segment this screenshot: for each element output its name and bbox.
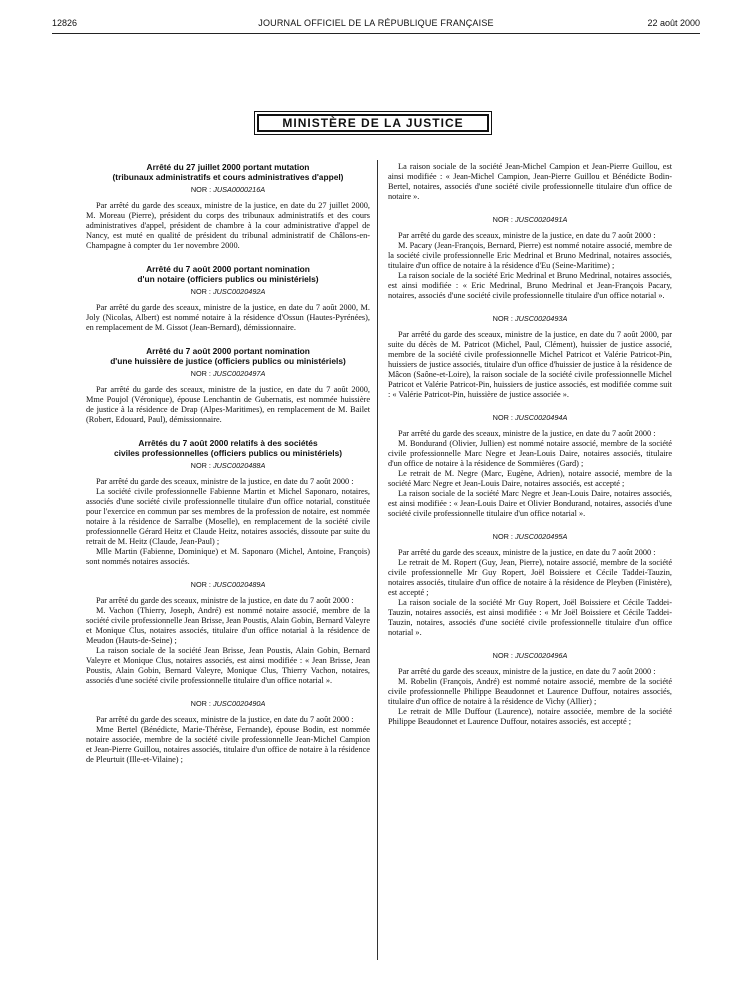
paragraph: Le retrait de Mlle Duffour (Laurence), notaire associée, membre de la société Philippe Beaudonnet et Laurence Duffour, notaires associés, est accepté ; bbox=[388, 707, 672, 726]
nor-reference: NOR : JUSA0000216A bbox=[190, 185, 266, 194]
column-divider bbox=[377, 160, 378, 960]
ministry-heading-box bbox=[254, 111, 492, 135]
entry-jusc0020494a bbox=[388, 413, 672, 519]
paragraph: M. Pacary (Jean-François, Bernard, Pierre) est nommé notaire associé, membre de la société civile professionnelle Eric Medrinal et Bruno Medrinal, notaires associés, titulaire d'un office de notaire à la résidence d'Eu (Seine-Maritime) ; bbox=[388, 241, 672, 270]
entry-jusc0020489a bbox=[86, 580, 370, 686]
paragraph: La raison sociale de la société Jean-Michel Campion et Jean-Pierre Guillou, est ainsi modifiée : « Jean-Michel Campion, Jean-Pierre Guillou et Bénédicte Bodin-Bertel, notaires, associés d'une société civile professionnelle titulaire d'un office de notaire ». bbox=[388, 162, 672, 201]
paragraph: Par arrêté du garde des sceaux, ministre de la justice, en date du 7 août 2000 : bbox=[398, 231, 656, 240]
section-societes-civiles bbox=[86, 438, 370, 567]
entry-continuation bbox=[388, 162, 672, 202]
issue-date: 22 août 2000 bbox=[647, 18, 700, 28]
nor-reference: NOR : JUSC0020495A bbox=[492, 532, 568, 541]
paragraph: La raison sociale de la société Jean Brisse, Jean Poustis, Alain Gobin, Bernard Valeyre et Monique Clus, notaires associés, est ainsi modifiée : « Jean Brisse, Jean Poustis, Alain Gobin, Bernard Valeyre, Monique Clus, Thierry Vachon, notaires, associés d'une société civile professionnelle titulaire d'un office notarial ». bbox=[86, 646, 370, 685]
entry-jusc0020491a bbox=[388, 215, 672, 301]
nor-reference: NOR : JUSC0020492A bbox=[190, 287, 266, 296]
section-nomination-notaire bbox=[86, 264, 370, 333]
paragraph: Par arrêté du garde des sceaux, ministre de la justice, en date du 7 août 2000 : bbox=[96, 477, 354, 486]
page-number: 12826 bbox=[52, 18, 78, 28]
paragraph: Par arrêté du garde des sceaux, ministre de la justice, en date du 7 août 2000, Mme Poujol (Véronique), épouse Lenchantin de Gubernatis, est nommée huissière de justice à la résidence de Drap (Alpes-Maritimes), en remplacement de M. Bailet (Robert, Edouard, Paul), démissionnaire. bbox=[86, 385, 370, 424]
entry-jusc0020496a bbox=[388, 651, 672, 727]
paragraph: La raison sociale de la société Marc Negre et Jean-Louis Daire, notaires associés, est ainsi modifiée : « Jean-Louis Daire et Olivier Bondurand, notaires, associés d'une société civile professionnelle titulaire d'un office notarial ». bbox=[388, 489, 672, 518]
nor-reference: NOR : JUSC0020489A bbox=[190, 580, 266, 589]
section-mutation bbox=[86, 162, 370, 251]
paragraph: Par arrêté du garde des sceaux, ministre de la justice, en date du 7 août 2000 : bbox=[96, 596, 354, 605]
nor-reference: NOR : JUSC0020491A bbox=[492, 215, 568, 224]
paragraph: La raison sociale de la société Mr Guy Ropert, Joël Boissiere et Cécile Taddei-Tauzin, notaires associés, est ainsi modifiée : « Mr Joël Boissiere et Cécile Taddei-Tauzin, notaires, associés d'une société civile professionnelle titulaire d'un office notarial ». bbox=[388, 598, 672, 637]
nor-reference: NOR : JUSC0020493A bbox=[492, 314, 568, 323]
right-column bbox=[388, 162, 672, 727]
nor-reference: NOR : JUSC0020497A bbox=[190, 369, 266, 378]
paragraph: M. Bondurand (Olivier, Jullien) est nommé notaire associé, membre de la société civile professionnelle Marc Negre et Jean-Louis Daire, notaires associés, titulaire d'un office de notaire à la résidence de Sommières (Gard) ; bbox=[388, 439, 672, 468]
paragraph: La société civile professionnelle Fabienne Martin et Michel Saponaro, notaires, associés d'une société civile professionnelle titulaire d'un office notarial, constituée pour l'exercice en commun par ses membres de la profession de notaire, est nommée notaire à la résidence de Sarralbe (Moselle), en remplacement de la société civile professionnelle Gérard Heitz et Claude Heitz, notaires associés, dissoute par suite du retrait de M. Heitz (Claude, Jean-Paul) ; bbox=[86, 487, 370, 546]
entry-jusc0020495a bbox=[388, 532, 672, 638]
paragraph: Par arrêté du garde des sceaux, ministre de la justice, en date du 27 juillet 2000, M. Moreau (Pierre), président du corps des tribunaux administratifs et des cours administratives d'appel, président de chambre à la cour administrative d'appel de Nancy, est muté en qualité de président du tribunal administratif de Châlons-en-Champagne à compter du 1er novembre 2000. bbox=[86, 201, 370, 250]
header-rule bbox=[52, 33, 700, 34]
nor-reference: NOR : JUSC0020494A bbox=[492, 413, 568, 422]
page-header bbox=[52, 18, 700, 32]
paragraph: Par arrêté du garde des sceaux, ministre de la justice, en date du 7 août 2000 : bbox=[96, 715, 354, 724]
nor-reference: NOR : JUSC0020488A bbox=[190, 461, 266, 470]
paragraph: Mlle Martin (Fabienne, Dominique) et M. Saponaro (Michel, Antoine, François) sont nommés notaires associés. bbox=[86, 547, 370, 566]
nor-reference: NOR : JUSC0020490A bbox=[190, 699, 266, 708]
nor-reference: NOR : JUSC0020496A bbox=[492, 651, 568, 660]
section-title: Arrêté du 27 juillet 2000 portant mutation (tribunaux administratifs et cours administratives d'appel) bbox=[112, 162, 344, 182]
ministry-heading: MINISTÈRE DE LA JUSTICE bbox=[257, 114, 489, 132]
section-title: Arrêtés du 7 août 2000 relatifs à des sociétés civiles professionnelles (officiers publics ou ministériels) bbox=[113, 438, 343, 458]
paragraph: Le retrait de M. Ropert (Guy, Jean, Pierre), notaire associé, membre de la société civile professionnelle Mr Guy Ropert, Joël Boissiere et Cécile Taddei-Tauzin, notaires associés, titulaire d'un office de notaire à la résidence de Pleyben (Finistère), est accepté ; bbox=[388, 558, 672, 597]
paragraph: Par arrêté du garde des sceaux, ministre de la justice, en date du 7 août 2000 : bbox=[398, 667, 656, 676]
paragraph: Le retrait de M. Negre (Marc, Eugène, Adrien), notaire associé, membre de la société Marc Negre et Jean-Louis Daire, notaires associés, est accepté ; bbox=[388, 469, 672, 488]
section-nomination-huissiere bbox=[86, 346, 370, 425]
paragraph: Mme Bertel (Bénédicte, Marie-Thérèse, Fernande), épouse Bodin, est nommée notaire associée, membre de la société civile professionnelle Jean-Michel Campion et Jean-Pierre Guillou, notaires associés, titulaire d'un office de notaire à la résidence de Pleurtuit (Ille-et-Vilaine) ; bbox=[86, 725, 370, 764]
paragraph: Par arrêté du garde des sceaux, ministre de la justice, en date du 7 août 2000, M. Joly (Nicolas, Albert) est nommé notaire à la résidence d'Ossun (Hautes-Pyrénées), en remplacement de M. Gissot (Jean-Bernard), démissionnaire. bbox=[86, 303, 370, 332]
entry-jusc0020490a bbox=[86, 699, 370, 765]
paragraph: M. Vachon (Thierry, Joseph, André) est nommé notaire associé, membre de la société civile professionnelle Jean Brisse, Jean Poustis, Alain Gobin, Bernard Valeyre et Monique Clus, notaires associés, titulaire d'un office notarial à la résidence de Meudon (Hauts-de-Seine) ; bbox=[86, 606, 370, 645]
paragraph: Par arrêté du garde des sceaux, ministre de la justice, en date du 7 août 2000 : bbox=[398, 548, 656, 557]
paragraph: Par arrêté du garde des sceaux, ministre de la justice, en date du 7 août 2000, par suite du décès de M. Patricot (Michel, Paul, Clément), huissier de justice associé, membre de la société civile professionnelle Michel Patricot et Valérie Patricot-Pin, huissiers de justice associés, titulaire d'un office d'huissier de justice à la résidence de Mâcon (Saône-et-Loire), la raison sociale de la société civile professionnelle Michel Patricot et Valérie Patricot-Pin, huissiers de justice associés, est modifiée comme suit : « Valérie Patricot-Pin, huissière de justice associée ». bbox=[388, 330, 672, 399]
paragraph: La raison sociale de la société Eric Medrinal et Bruno Medrinal, notaires associés, est ainsi modifiée : « Eric Medrinal, Bruno Medrinal et Jean-François Pacary, notaires, associés d'une société civile professionnelle titulaire d'un office notarial ». bbox=[388, 271, 672, 300]
section-title: Arrêté du 7 août 2000 portant nomination d'un notaire (officiers publics ou ministériels) bbox=[137, 264, 319, 284]
left-column bbox=[86, 162, 370, 765]
journal-title: JOURNAL OFFICIEL DE LA RÉPUBLIQUE FRANÇAISE bbox=[258, 18, 494, 28]
entry-jusc0020493a bbox=[388, 314, 672, 400]
section-title: Arrêté du 7 août 2000 portant nomination d'une huissière de justice (officiers publics ou ministériels) bbox=[110, 346, 346, 366]
paragraph: M. Robelin (François, André) est nommé notaire associé, membre de la société civile professionnelle Philippe Beaudonnet et Laurence Duffour, notaires associés, titulaire d'un office de notaire à la résidence de Vichy (Allier) ; bbox=[388, 677, 672, 706]
paragraph: Par arrêté du garde des sceaux, ministre de la justice, en date du 7 août 2000 : bbox=[398, 429, 656, 438]
